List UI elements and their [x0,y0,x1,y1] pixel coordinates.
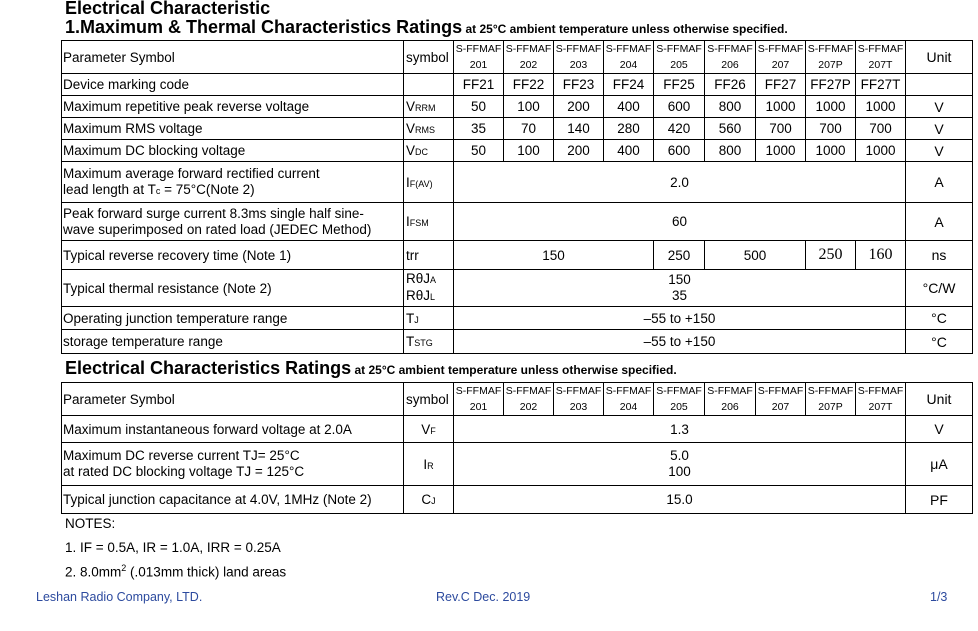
value-cell: 800 [705,96,756,118]
value-cell: 600 [654,96,705,118]
param-cell: Operating junction temperature range [62,307,404,330]
value-cell: 2.0 [454,162,906,203]
value-cell: 250 [806,241,856,270]
footer-revision: Rev.C Dec. 2019 [436,590,531,604]
table-row-ifav [62,162,973,203]
symbol-cell: VDC [404,140,454,162]
value-cell: 560 [705,118,756,140]
table-row-tstg [62,330,973,354]
value-cell: 100 [504,140,554,162]
unit-cell: PF [906,486,973,514]
unit-cell: V [906,140,973,162]
doc-heading: Electrical Characteristic [65,0,271,18]
section-title-note: at 25°C ambient temperature unless otherwise specified. [462,22,788,36]
table-row-marking [62,74,973,96]
value-cell: 700 [806,118,856,140]
header-part-201: S-FFMAF 201 [454,41,504,74]
symbol-cell: IFSM [404,203,454,241]
max-ratings-table [61,40,973,354]
param-cell: Typical thermal resistance (Note 2) [62,270,404,307]
value-cell: 1000 [806,140,856,162]
symbol-cell [404,74,454,96]
value-cell: 140 [554,118,604,140]
value-cell: 1000 [756,96,806,118]
header-symbol: symbol [404,41,454,74]
value-cell: 1000 [756,140,806,162]
note-1: 1. IF = 0.5A, IR = 1.0A, IRR = 0.25A [65,540,281,555]
value-cell: 420 [654,118,705,140]
value-cell: FF27P [806,74,856,96]
unit-cell: °C [906,307,973,330]
unit-cell [906,74,973,96]
value-cell: 400 [604,96,654,118]
value-cell: 500 [705,241,806,270]
symbol-cell: TSTG [404,330,454,354]
value-cell: 700 [856,118,906,140]
table-header-row [62,41,973,74]
value-cell: 1000 [806,96,856,118]
section-title-max-ratings [65,17,788,38]
param-cell: Maximum repetitive peak reverse voltage [62,96,404,118]
table-row-trr [62,241,973,270]
value-cell: 280 [604,118,654,140]
value-cell: 250 [654,241,705,270]
value-cell: FF22 [504,74,554,96]
section-title-main: Electrical Characteristics Ratings [65,358,352,378]
header-part-207: S-FFMAF 207 [756,41,806,74]
value-cell: 100 [504,96,554,118]
notes-title: NOTES: [65,516,116,531]
value-cell: 400 [604,140,654,162]
unit-cell: V [906,118,973,140]
table-row-tj [62,307,973,330]
header-param: Parameter Symbol [62,383,404,416]
table-header-row [62,383,973,416]
header-unit: Unit [906,41,973,74]
value-cell: 50 [454,140,504,162]
value-cell: 1000 [856,140,906,162]
header-part-204: S-FFMAF 204 [604,383,654,416]
header-part-207p: S-FFMAF 207P [806,41,856,74]
header-part-206: S-FFMAF 206 [705,41,756,74]
param-cell: Maximum DC blocking voltage [62,140,404,162]
param-cell: Maximum average forward rectified current lead length at Tc = 75°C(Note 2) [62,162,404,203]
value-cell: 5.0 100 [454,443,906,486]
header-part-207t: S-FFMAF 207T [856,383,906,416]
electrical-table [61,382,973,514]
table-row-vrrm [62,96,973,118]
header-param: Parameter Symbol [62,41,404,74]
table-row-vdc [62,140,973,162]
value-cell: 1000 [856,96,906,118]
symbol-cell: VRRM [404,96,454,118]
header-part-203: S-FFMAF 203 [554,41,604,74]
value-cell: 150 35 [454,270,906,307]
header-part-207p: S-FFMAF 207P [806,383,856,416]
value-cell: FF25 [654,74,705,96]
header-unit: Unit [906,383,973,416]
param-cell: Maximum DC reverse current TJ= 25°C at rated DC blocking voltage TJ = 125°C [62,443,404,486]
value-cell: 60 [454,203,906,241]
value-cell: 600 [654,140,705,162]
value-cell: –55 to +150 [454,330,906,354]
header-part-207: S-FFMAF 207 [756,383,806,416]
value-cell: 15.0 [454,486,906,514]
value-cell: 35 [454,118,504,140]
table-row-ifsm [62,203,973,241]
unit-cell: A [906,162,973,203]
header-part-205: S-FFMAF 205 [654,41,705,74]
header-part-202: S-FFMAF 202 [504,41,554,74]
param-cell: Peak forward surge current 8.3ms single half sine- wave superimposed on rated load (JEDEC Method) [62,203,404,241]
header-part-202: S-FFMAF 202 [504,383,554,416]
section-title-note: at 25°C ambient temperature unless otherwise specified. [351,363,677,377]
table-row-vf [62,416,973,443]
value-cell: 160 [856,241,906,270]
symbol-cell: IR [404,443,454,486]
param-cell: Maximum RMS voltage [62,118,404,140]
value-cell: FF27T [856,74,906,96]
footer-page-number: 1/3 [930,590,948,604]
table-row-vrms [62,118,973,140]
value-cell: 70 [504,118,554,140]
unit-cell: °C/W [906,270,973,307]
unit-cell: A [906,203,973,241]
symbol-cell: CJ [404,486,454,514]
header-part-201: S-FFMAF 201 [454,383,504,416]
symbol-cell: IF(AV) [404,162,454,203]
value-cell: 1.3 [454,416,906,443]
header-part-204: S-FFMAF 204 [604,41,654,74]
value-cell: FF24 [604,74,654,96]
value-cell: FF27 [756,74,806,96]
header-part-207t: S-FFMAF 207T [856,41,906,74]
unit-cell: ns [906,241,973,270]
table-row-ir [62,443,973,486]
value-cell: 50 [454,96,504,118]
unit-cell: °C [906,330,973,354]
value-cell: –55 to +150 [454,307,906,330]
value-cell: 200 [554,140,604,162]
value-cell: 200 [554,96,604,118]
value-cell: 700 [756,118,806,140]
section-title-electrical [65,358,677,379]
value-cell: 150 [454,241,654,270]
symbol-cell: TJ [404,307,454,330]
unit-cell: V [906,416,973,443]
param-cell: storage temperature range [62,330,404,354]
unit-cell: V [906,96,973,118]
param-cell: Typical reverse recovery time (Note 1) [62,241,404,270]
symbol-cell: VF [404,416,454,443]
symbol-cell: RθJA RθJL [404,270,454,307]
header-part-206: S-FFMAF 206 [705,383,756,416]
unit-cell: μA [906,443,973,486]
value-cell: 800 [705,140,756,162]
note-2: 2. $8.0mm^2$ (.013mm thick) land areas [65,563,287,580]
header-part-203: S-FFMAF 203 [554,383,604,416]
param-cell: Maximum instantaneous forward voltage at 2.0A [62,416,404,443]
table-row-cj [62,486,973,514]
symbol-cell: trr [404,241,454,270]
value-cell: FF23 [554,74,604,96]
footer-company: Leshan Radio Company, LTD. [36,590,203,604]
param-cell: Device marking code [62,74,404,96]
header-part-205: S-FFMAF 205 [654,383,705,416]
param-cell: Typical junction capacitance at 4.0V, 1MHz (Note 2) [62,486,404,514]
value-cell: FF21 [454,74,504,96]
section-title-main: 1.Maximum & Thermal Characteristics Ratings [65,17,463,37]
symbol-cell: VRMS [404,118,454,140]
value-cell: FF26 [705,74,756,96]
table-row-rth [62,270,973,307]
header-symbol: symbol [404,383,454,416]
